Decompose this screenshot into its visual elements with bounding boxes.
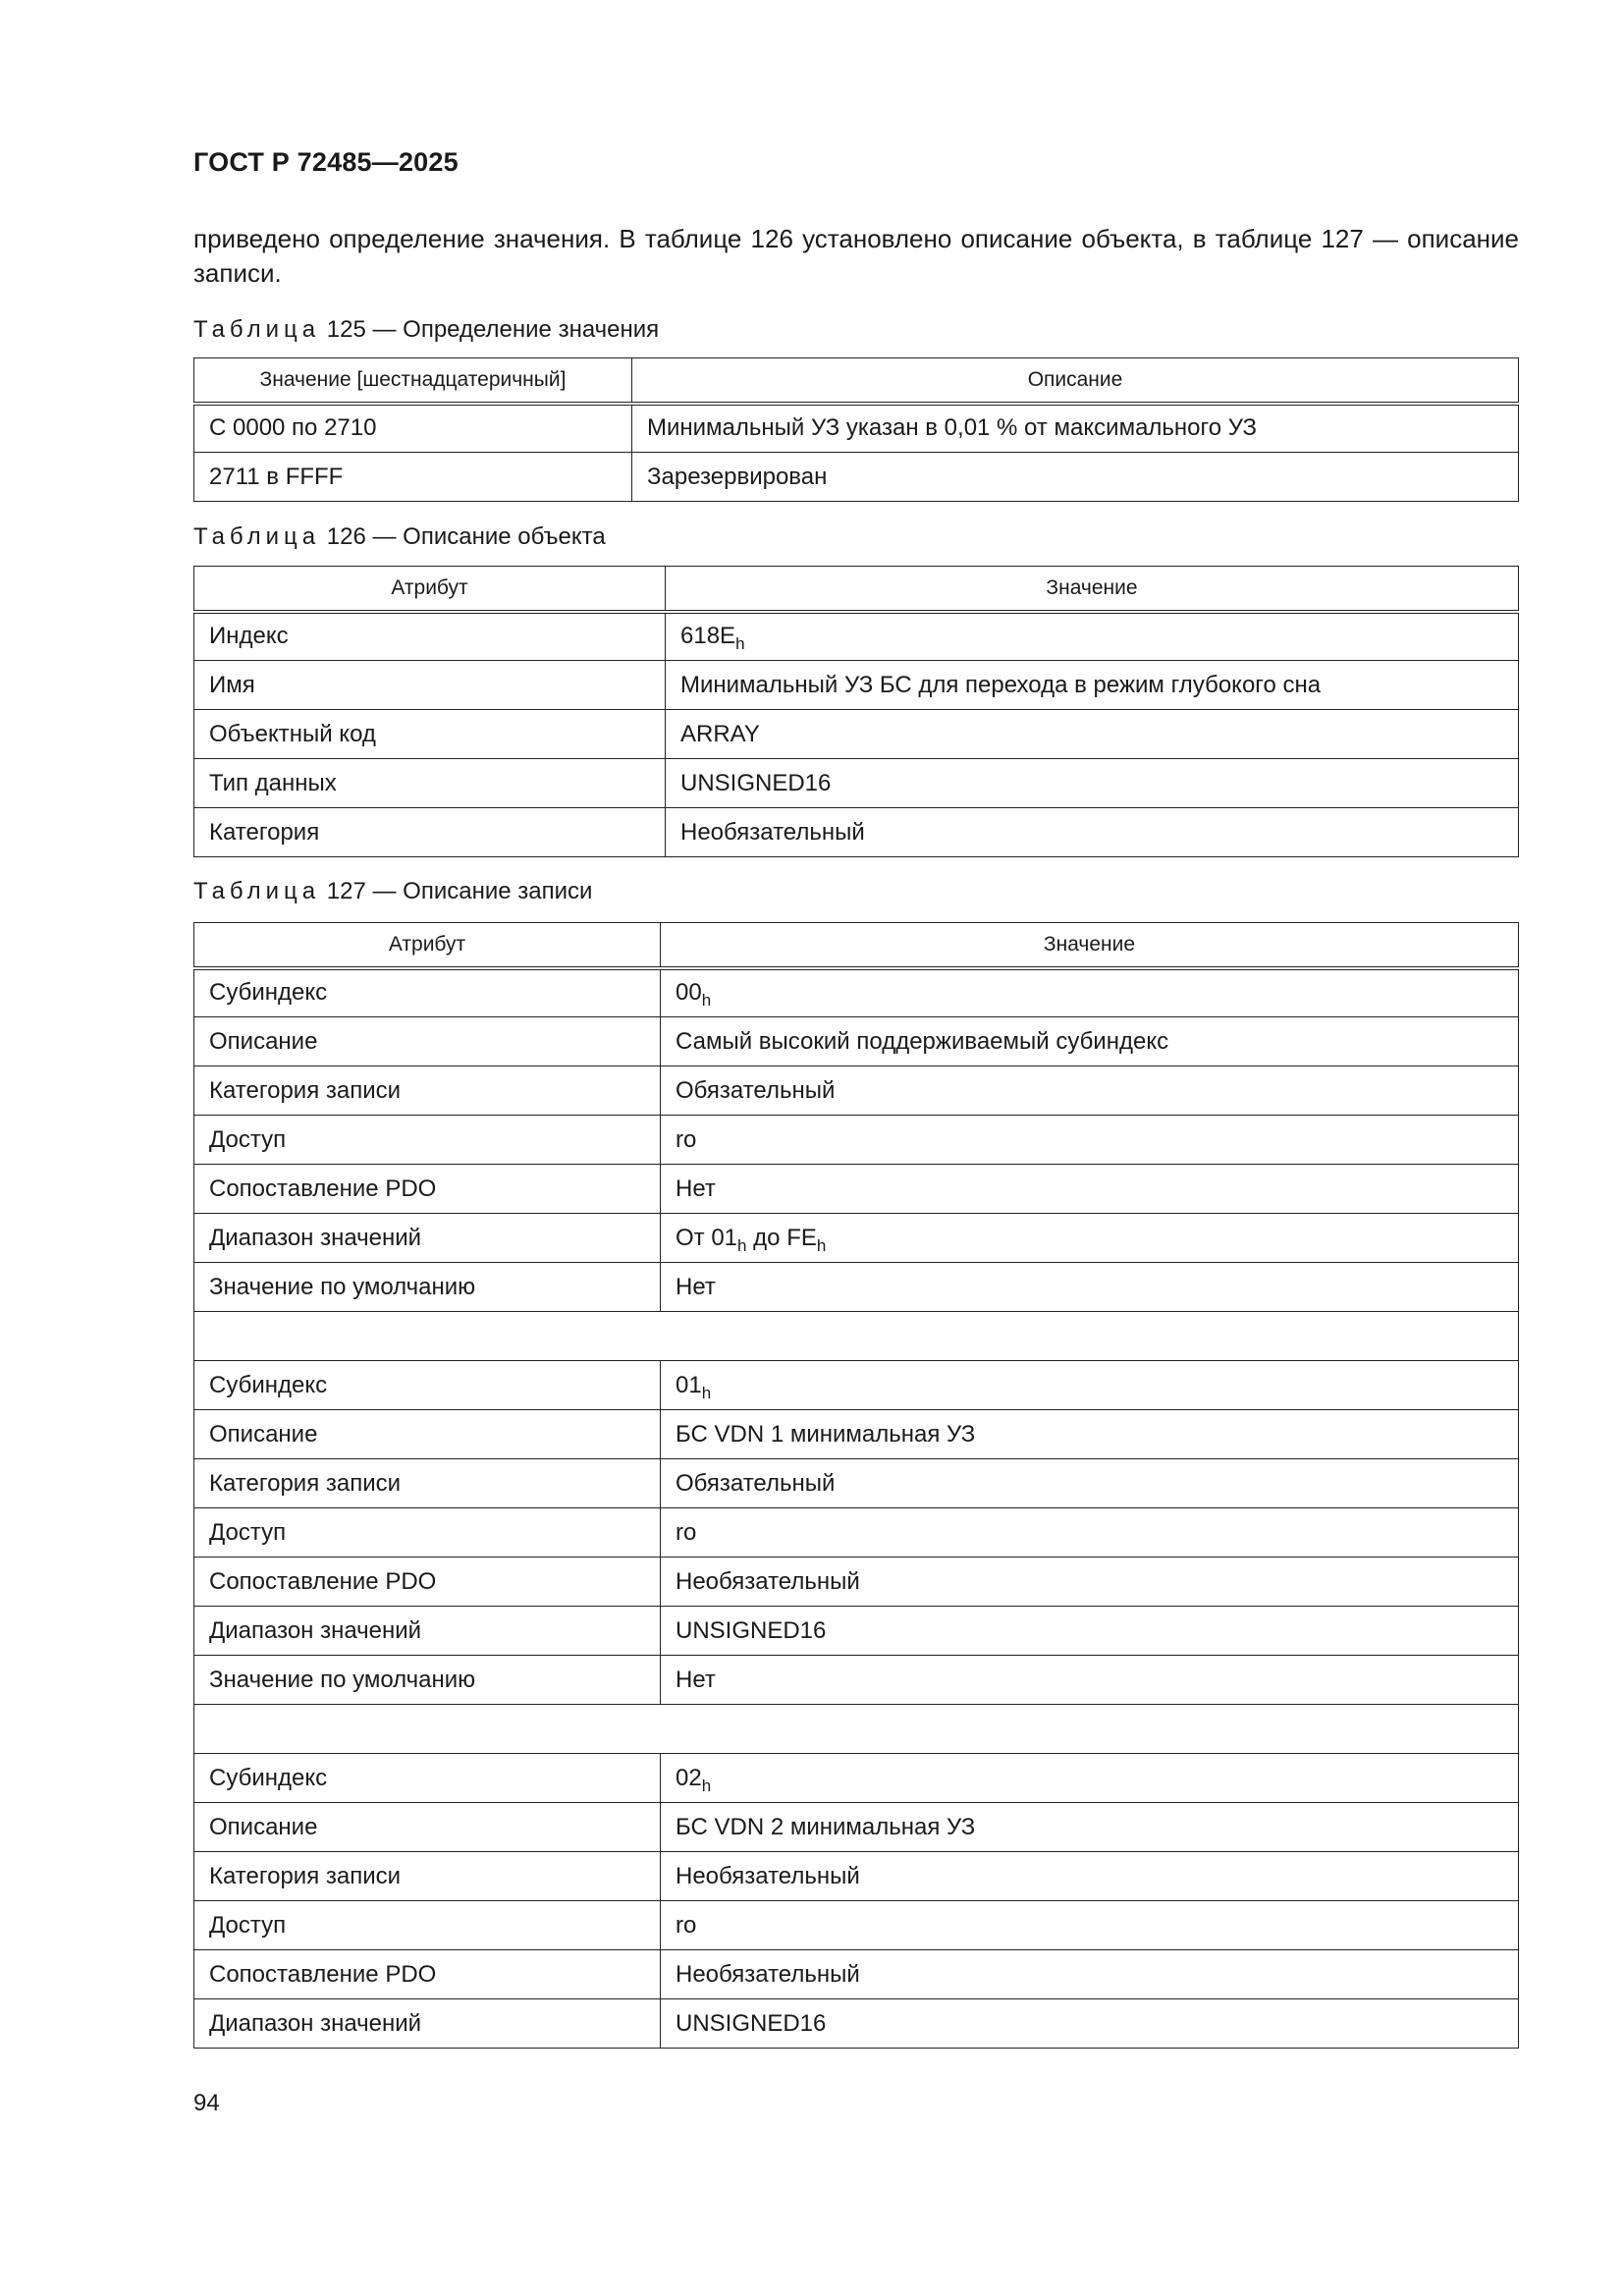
attribute-cell: Объектный код [194, 710, 666, 759]
value-text: Необязательный [676, 1960, 860, 1988]
value-cell [661, 1361, 1519, 1410]
value-cell [666, 661, 1519, 710]
value-cell [666, 759, 1519, 808]
value-text: Необязательный [680, 818, 865, 846]
value-cell [661, 1459, 1519, 1508]
attribute-cell: Сопоставление PDO [194, 1950, 661, 1999]
value-text: Обязательный [676, 1076, 836, 1104]
table-row [194, 1214, 1519, 1263]
value-text: UNSIGNED16 [680, 769, 832, 796]
attribute-cell: Категория записи [194, 1459, 661, 1508]
value-text: БС VDN 2 минимальная УЗ [676, 1813, 976, 1840]
hex-subscript: h [701, 1776, 712, 1795]
hex-subscript: h [735, 634, 745, 654]
table-row [194, 1803, 1519, 1852]
caption-text: 126 — Описание объекта [320, 523, 606, 550]
value-text: Необязательный [676, 1862, 860, 1889]
value-cell [661, 1214, 1519, 1263]
value-cell [661, 1950, 1519, 1999]
group-separator-row [194, 1705, 1519, 1754]
caption-text: 127 — Описание записи [320, 878, 593, 904]
table-row [194, 1852, 1519, 1901]
value-text: ro [676, 1125, 697, 1153]
value-cell [661, 1901, 1519, 1950]
value-text: до FE [746, 1224, 817, 1251]
value-text: Обязательный [676, 1469, 836, 1497]
value-cell [661, 1852, 1519, 1901]
attribute-cell: Доступ [194, 1116, 661, 1165]
hex-subscript: h [737, 1235, 747, 1255]
attribute-cell: Описание [194, 1017, 661, 1066]
table-row [194, 1165, 1519, 1214]
table-127-caption [193, 878, 592, 905]
value-cell [661, 1803, 1519, 1852]
table-row [194, 1361, 1519, 1410]
value-text: Необязательный [676, 1567, 860, 1595]
table-row [194, 1459, 1519, 1508]
column-header: Значение [661, 923, 1519, 968]
table-header-row [194, 567, 1519, 612]
value-text: ro [676, 1518, 697, 1546]
caption-word: Таблица [193, 316, 321, 343]
attribute-cell: Имя [194, 661, 666, 710]
column-header: Атрибут [194, 923, 661, 968]
table-row [194, 968, 1519, 1017]
value-text: 02 [676, 1764, 702, 1791]
value-cell [666, 612, 1519, 661]
value-cell [661, 1066, 1519, 1116]
column-header: Значение [шестнадцатеричный] [194, 358, 632, 404]
value-text: ro [676, 1911, 697, 1939]
value-text: От 01 [676, 1224, 738, 1251]
caption-word: Таблица [193, 523, 321, 550]
page-number: 94 [193, 2090, 220, 2116]
table-header-row [194, 358, 1519, 404]
table-row [194, 1558, 1519, 1607]
value-cell [661, 1410, 1519, 1459]
value-cell [666, 808, 1519, 857]
table-row [194, 1410, 1519, 1459]
table-125-caption [193, 316, 659, 344]
attribute-cell: Сопоставление PDO [194, 1558, 661, 1607]
table-127 [193, 922, 1519, 2049]
hex-subscript: h [701, 1383, 712, 1402]
caption-text: 125 — Определение значения [320, 316, 660, 343]
attribute-cell: Диапазон значений [194, 1999, 661, 2049]
table-row [194, 1656, 1519, 1705]
table-row [194, 1263, 1519, 1312]
value-cell [661, 1165, 1519, 1214]
attribute-cell: Значение по умолчанию [194, 1656, 661, 1705]
hex-subscript: h [816, 1235, 827, 1255]
table-row [194, 1116, 1519, 1165]
attribute-cell: Субиндекс [194, 1361, 661, 1410]
value-cell [661, 968, 1519, 1017]
value-cell [661, 1999, 1519, 2049]
table-row [194, 453, 1519, 502]
attribute-cell: Диапазон значений [194, 1607, 661, 1656]
table-row [194, 710, 1519, 759]
caption-word: Таблица [193, 878, 321, 904]
attribute-cell: Сопоставление PDO [194, 1165, 661, 1214]
table-row [194, 1607, 1519, 1656]
table-cell: Зарезервирован [632, 453, 1519, 502]
value-cell [661, 1754, 1519, 1803]
value-cell [666, 710, 1519, 759]
value-text: 618E [680, 623, 736, 650]
attribute-cell: Категория [194, 808, 666, 857]
table-row [194, 1754, 1519, 1803]
column-header: Значение [666, 567, 1519, 612]
table-row [194, 1017, 1519, 1066]
value-text: UNSIGNED16 [676, 2009, 827, 2037]
table-row [194, 759, 1519, 808]
table-row [194, 661, 1519, 710]
attribute-cell: Диапазон значений [194, 1214, 661, 1263]
value-text: БС VDN 1 минимальная УЗ [676, 1420, 976, 1448]
hex-subscript: h [701, 991, 712, 1011]
table-row [194, 612, 1519, 661]
table-row [194, 1508, 1519, 1558]
table-126-caption [193, 523, 606, 551]
empty-cell [194, 1705, 1519, 1754]
table-126 [193, 566, 1519, 857]
value-text: Нет [676, 1666, 716, 1693]
value-text: 00 [676, 979, 702, 1007]
table-row [194, 404, 1519, 453]
table-row [194, 1950, 1519, 1999]
table-header-row [194, 923, 1519, 968]
table-cell: 2711 в FFFF [194, 453, 632, 502]
value-text: Нет [676, 1273, 716, 1300]
value-cell [661, 1017, 1519, 1066]
intro-paragraph: приведено определение значения. В таблице 126 установлено описание объекта, в таблице 127 — описание записи. [193, 224, 1519, 288]
value-text: Минимальный УЗ БС для перехода в режим глубокого сна [680, 671, 1322, 698]
value-text: UNSIGNED16 [676, 1616, 827, 1644]
value-cell [661, 1558, 1519, 1607]
table-row [194, 1066, 1519, 1116]
table-row [194, 1999, 1519, 2049]
table-row [194, 808, 1519, 857]
table-row [194, 1901, 1519, 1950]
attribute-cell: Описание [194, 1803, 661, 1852]
value-cell [661, 1508, 1519, 1558]
empty-cell [194, 1312, 1519, 1361]
attribute-cell: Доступ [194, 1508, 661, 1558]
value-cell [661, 1607, 1519, 1656]
table-cell: Минимальный УЗ указан в 0,01 % от максимального УЗ [632, 404, 1519, 453]
attribute-cell: Доступ [194, 1901, 661, 1950]
attribute-cell: Субиндекс [194, 1754, 661, 1803]
value-text: ARRAY [680, 720, 760, 747]
attribute-cell: Категория записи [194, 1852, 661, 1901]
value-text: Самый высокий поддерживаемый субиндекс [676, 1027, 1169, 1055]
attribute-cell: Тип данных [194, 759, 666, 808]
attribute-cell: Описание [194, 1410, 661, 1459]
value-cell [661, 1656, 1519, 1705]
value-cell [661, 1263, 1519, 1312]
column-header: Атрибут [194, 567, 666, 612]
value-text: 01 [676, 1371, 702, 1398]
attribute-cell: Индекс [194, 612, 666, 661]
table-cell: С 0000 по 2710 [194, 404, 632, 453]
attribute-cell: Значение по умолчанию [194, 1263, 661, 1312]
document-header: ГОСТ Р 72485—2025 [193, 147, 459, 177]
value-text: Нет [676, 1175, 716, 1202]
value-cell [661, 1116, 1519, 1165]
table-125 [193, 357, 1519, 502]
attribute-cell: Субиндекс [194, 968, 661, 1017]
attribute-cell: Категория записи [194, 1066, 661, 1116]
group-separator-row [194, 1312, 1519, 1361]
column-header: Описание [632, 358, 1519, 404]
